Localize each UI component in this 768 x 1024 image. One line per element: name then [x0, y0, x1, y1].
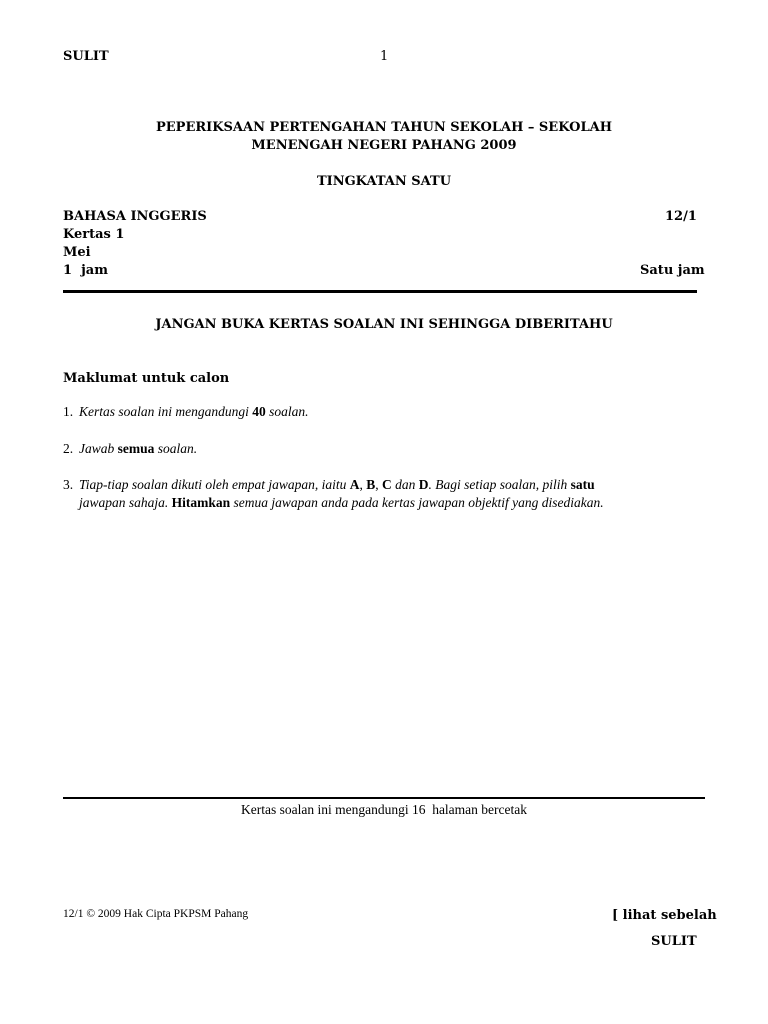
exam-title-line-1: PEPERIKSAAN PERTENGAHAN TAHUN SEKOLAH – SEKOLAH — [155, 120, 612, 135]
instruction-item: 3. Tiap-tiap soalan dikuti oleh empat jawapan, iaitu A, B, C dan D. Bagi setiap soalan, pilih satu — [63, 477, 595, 492]
form-level: TINGKATAN SATU — [316, 174, 452, 189]
classification-footer: SULIT — [651, 934, 697, 949]
classification-header: SULIT — [63, 49, 109, 64]
exam-title-line-2: MENENGAH NEGERI PAHANG 2009 — [251, 138, 517, 153]
instruction-item-continuation: jawapan sahaja. Hitamkan semua jawapan anda pada kertas jawapan objektif yang disediakan. — [79, 495, 604, 510]
page-number: 1 — [380, 49, 389, 64]
footer-divider — [63, 797, 705, 799]
subject-name: BAHASA INGGERIS — [63, 209, 207, 224]
instruction-item: 1. Kertas soalan ini mengandungi 40 soalan. — [63, 404, 309, 419]
instruction-item: 2. Jawab semua soalan. — [63, 441, 198, 456]
paper-name: Kertas 1 — [63, 227, 125, 242]
turn-over-note: [ lihat sebelah — [612, 908, 717, 923]
header-divider — [63, 290, 697, 293]
paper-code: 12/1 — [665, 209, 697, 224]
exam-duration-words: Satu jam — [640, 263, 705, 278]
exam-month: Mei — [63, 245, 91, 260]
exam-duration: 1 jam — [63, 263, 108, 278]
do-not-open-warning: JANGAN BUKA KERTAS SOALAN INI SEHINGGA DIBERITAHU — [155, 317, 613, 332]
copyright-notice: 12/1 © 2009 Hak Cipta PKPSM Pahang — [63, 908, 249, 920]
page-count-note: Kertas soalan ini mengandungi 16 halaman bercetak — [240, 802, 528, 817]
instructions-heading: Maklumat untuk calon — [63, 371, 230, 386]
